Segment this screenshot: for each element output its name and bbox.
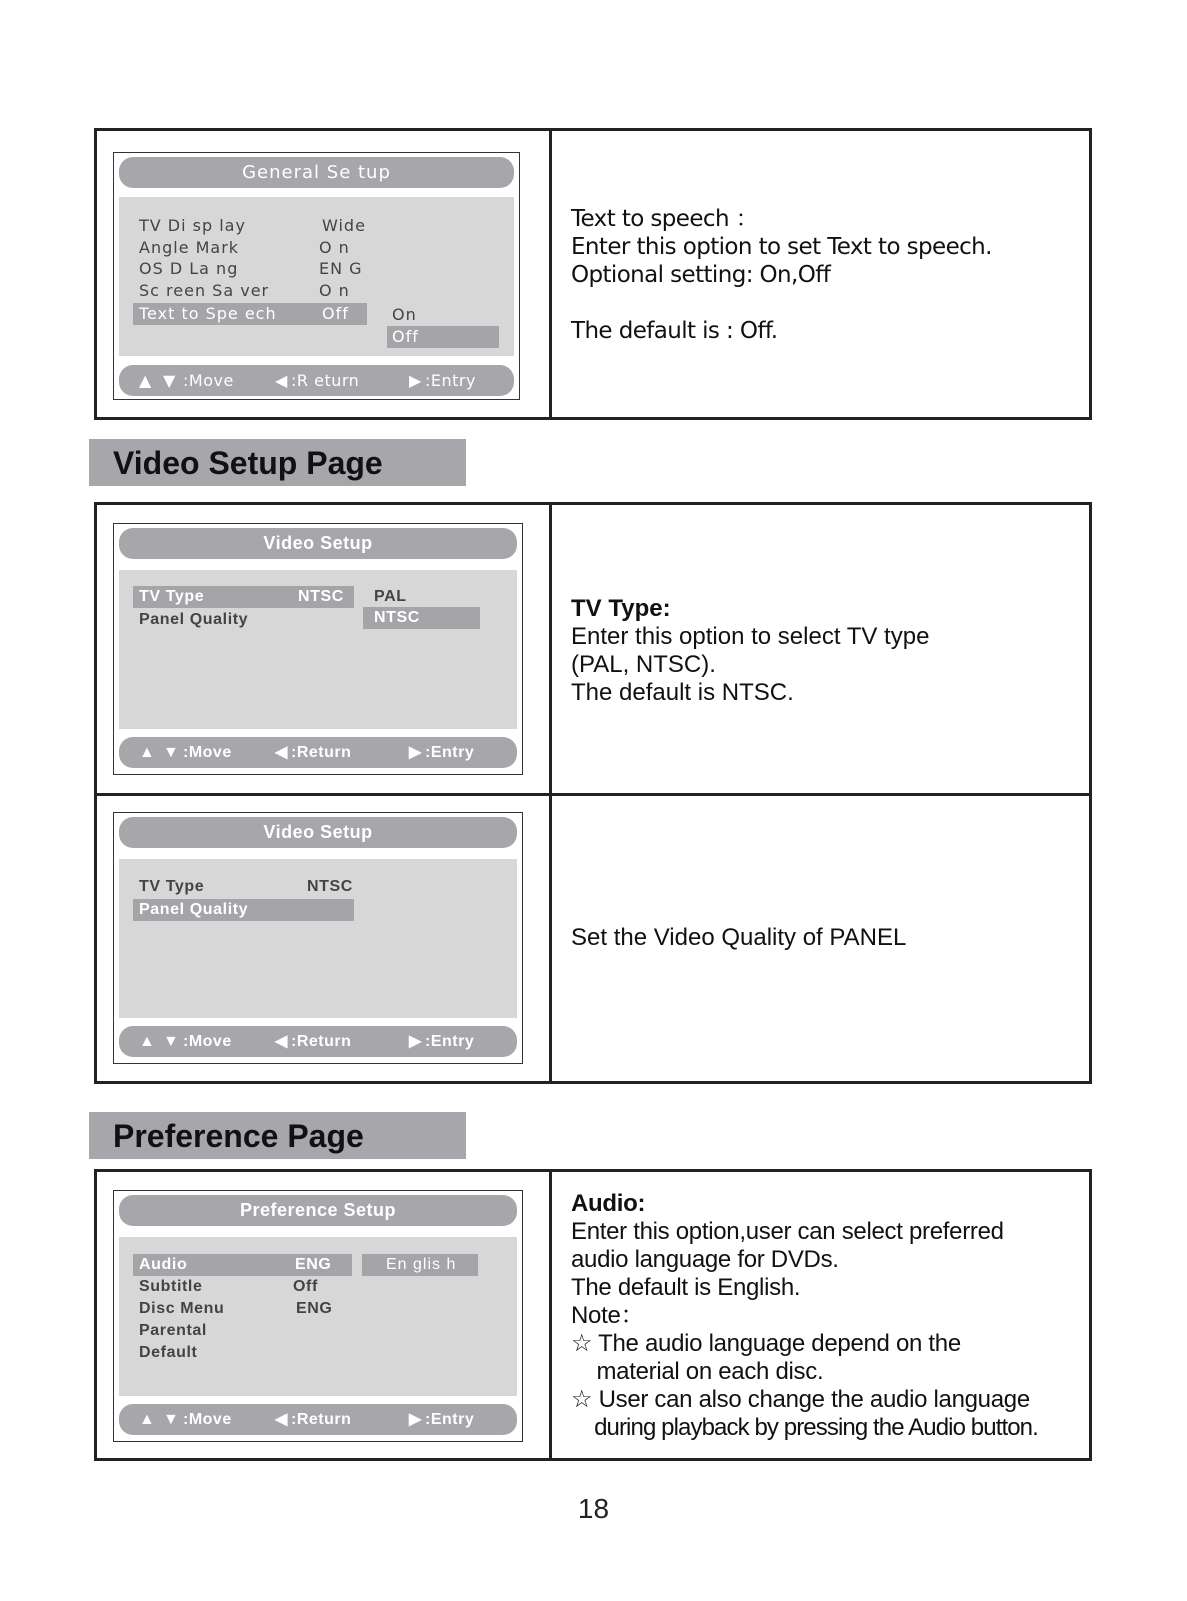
menu-value-osd-lang: EN G bbox=[319, 259, 363, 278]
option-pal[interactable]: PAL bbox=[374, 588, 407, 605]
description-line: ☆ The audio language depend on the bbox=[571, 1330, 961, 1357]
osd-menu-panel bbox=[119, 859, 517, 1018]
section-heading-preference bbox=[89, 1112, 466, 1159]
general-setup-osd bbox=[113, 152, 520, 400]
description-line: Note： bbox=[571, 1302, 645, 1329]
menu-value-tv-type: NTSC bbox=[298, 588, 344, 605]
option-english[interactable]: En glis h bbox=[386, 1256, 457, 1273]
section-heading-text: Video Setup Page bbox=[113, 445, 383, 481]
right-arrow-icon: ▶ bbox=[409, 744, 422, 761]
page-number: 18 bbox=[577, 1493, 610, 1524]
description-line: Text to speech ： bbox=[571, 206, 759, 232]
osd-footer bbox=[119, 365, 514, 396]
return-hint: :R eturn bbox=[291, 371, 360, 390]
description-line bbox=[571, 289, 1081, 317]
up-arrow-icon: ▲ bbox=[139, 1033, 156, 1050]
audio-description bbox=[571, 1190, 1081, 1442]
entry-hint: :Entry bbox=[425, 744, 475, 761]
video-setup-tv-type-osd bbox=[113, 523, 523, 775]
move-hint: :Move bbox=[183, 744, 232, 761]
return-hint: :Return bbox=[291, 1411, 352, 1428]
return-hint: :Return bbox=[291, 744, 352, 761]
move-hint: :Move bbox=[183, 371, 234, 390]
description-line: Enter this option to select TV type bbox=[571, 623, 930, 650]
menu-item-tv-type[interactable]: TV Type bbox=[139, 588, 205, 605]
description-line: Enter this option,user can select preferred bbox=[571, 1218, 1004, 1245]
panel-quality-description bbox=[571, 924, 1081, 952]
move-hint: :Move bbox=[183, 1411, 232, 1428]
osd-menu-panel bbox=[119, 1237, 517, 1396]
osd-menu-panel bbox=[119, 197, 514, 356]
osd-title: Video Setup bbox=[119, 528, 517, 559]
preference-setup-table bbox=[94, 1169, 1092, 1461]
table-row bbox=[97, 793, 1089, 1084]
down-arrow-icon: ▼ bbox=[163, 1411, 180, 1428]
description-line: during playback by pressing the Audio button. bbox=[571, 1414, 1038, 1441]
entry-hint: :Entry bbox=[425, 1033, 475, 1050]
column-divider bbox=[549, 131, 552, 417]
description-line: (PAL, NTSC). bbox=[571, 651, 716, 678]
menu-value-audio: ENG bbox=[295, 1256, 332, 1273]
left-arrow-icon: ◀ bbox=[275, 744, 288, 761]
up-arrow-icon: ▲ bbox=[139, 371, 152, 390]
preference-setup-osd bbox=[113, 1190, 523, 1442]
move-hint: :Move bbox=[183, 1033, 232, 1050]
up-arrow-icon: ▲ bbox=[139, 1411, 156, 1428]
menu-item-default[interactable]: Default bbox=[139, 1344, 198, 1361]
tv-type-description bbox=[571, 595, 1081, 707]
entry-hint: :Entry bbox=[425, 371, 476, 390]
menu-value-screen-saver: O n bbox=[319, 281, 350, 300]
down-arrow-icon: ▼ bbox=[163, 371, 176, 390]
description-line: audio language for DVDs. bbox=[571, 1246, 839, 1273]
description-line: The default is English. bbox=[571, 1274, 801, 1301]
description-line: Set the Video Quality of PANEL bbox=[571, 924, 907, 951]
osd-footer bbox=[119, 1026, 517, 1057]
column-divider bbox=[549, 796, 552, 1084]
description-line: Enter this option to set Text to speech. bbox=[571, 234, 992, 260]
description-line: The default is : Off. bbox=[571, 318, 778, 344]
menu-item-subtitle[interactable]: Subtitle bbox=[139, 1278, 203, 1295]
menu-item-osd-lang[interactable]: OS D La ng bbox=[139, 259, 239, 278]
osd-title: General Se tup bbox=[119, 157, 514, 188]
right-arrow-icon: ▶ bbox=[409, 1033, 422, 1050]
general-setup-table bbox=[94, 128, 1092, 420]
entry-hint: :Entry bbox=[425, 1411, 475, 1428]
video-setup-table bbox=[94, 502, 1092, 1084]
up-arrow-icon: ▲ bbox=[139, 744, 156, 761]
option-off[interactable]: Off bbox=[392, 327, 419, 346]
option-ntsc[interactable]: NTSC bbox=[374, 609, 420, 626]
right-arrow-icon: ▶ bbox=[409, 1411, 422, 1428]
menu-item-panel-quality[interactable]: Panel Quality bbox=[139, 901, 249, 918]
menu-value-tv-display: Wide bbox=[322, 216, 366, 235]
description-line: ☆ User can also change the audio language bbox=[571, 1386, 1030, 1413]
section-heading-text: Preference Page bbox=[113, 1118, 364, 1154]
menu-item-panel-quality[interactable]: Panel Quality bbox=[139, 611, 249, 628]
left-arrow-icon: ◀ bbox=[275, 371, 288, 390]
column-divider bbox=[549, 1172, 552, 1458]
menu-item-disc-menu[interactable]: Disc Menu bbox=[139, 1300, 225, 1317]
general-setup-description bbox=[571, 205, 1081, 345]
video-setup-panel-osd bbox=[113, 812, 523, 1064]
menu-item-parental[interactable]: Parental bbox=[139, 1322, 207, 1339]
osd-title: Preference Setup bbox=[119, 1195, 517, 1226]
left-arrow-icon: ◀ bbox=[275, 1411, 288, 1428]
menu-item-tv-display[interactable]: TV Di sp lay bbox=[139, 216, 246, 235]
menu-value-subtitle: Off bbox=[293, 1278, 318, 1295]
section-heading-video-setup bbox=[89, 439, 466, 486]
option-on[interactable]: On bbox=[392, 305, 417, 324]
description-heading: TV Type: bbox=[571, 595, 671, 622]
down-arrow-icon: ▼ bbox=[163, 744, 180, 761]
return-hint: :Return bbox=[291, 1033, 352, 1050]
table-row bbox=[97, 505, 1089, 793]
menu-item-text-to-speech[interactable]: Text to Spe ech bbox=[139, 304, 277, 323]
menu-item-tv-type[interactable]: TV Type bbox=[139, 878, 205, 895]
osd-footer bbox=[119, 737, 517, 768]
right-arrow-icon: ▶ bbox=[409, 371, 422, 390]
menu-item-screen-saver[interactable]: Sc reen Sa ver bbox=[139, 281, 270, 300]
column-divider bbox=[549, 505, 552, 793]
menu-value-tv-type: NTSC bbox=[307, 878, 353, 895]
menu-value-angle-mark: O n bbox=[319, 238, 350, 257]
description-heading: Audio: bbox=[571, 1190, 646, 1217]
description-line: material on each disc. bbox=[571, 1358, 824, 1385]
description-line: Optional setting: On,Off bbox=[571, 262, 831, 288]
down-arrow-icon: ▼ bbox=[163, 1033, 180, 1050]
description-line: The default is NTSC. bbox=[571, 679, 794, 706]
osd-menu-panel bbox=[119, 570, 517, 729]
osd-title: Video Setup bbox=[119, 817, 517, 848]
menu-value-text-to-speech: Off bbox=[322, 304, 349, 323]
menu-item-angle-mark[interactable]: Angle Mark bbox=[139, 238, 240, 257]
menu-item-audio[interactable]: Audio bbox=[139, 1256, 188, 1273]
left-arrow-icon: ◀ bbox=[275, 1033, 288, 1050]
osd-footer bbox=[119, 1404, 517, 1435]
menu-value-disc-menu: ENG bbox=[296, 1300, 333, 1317]
